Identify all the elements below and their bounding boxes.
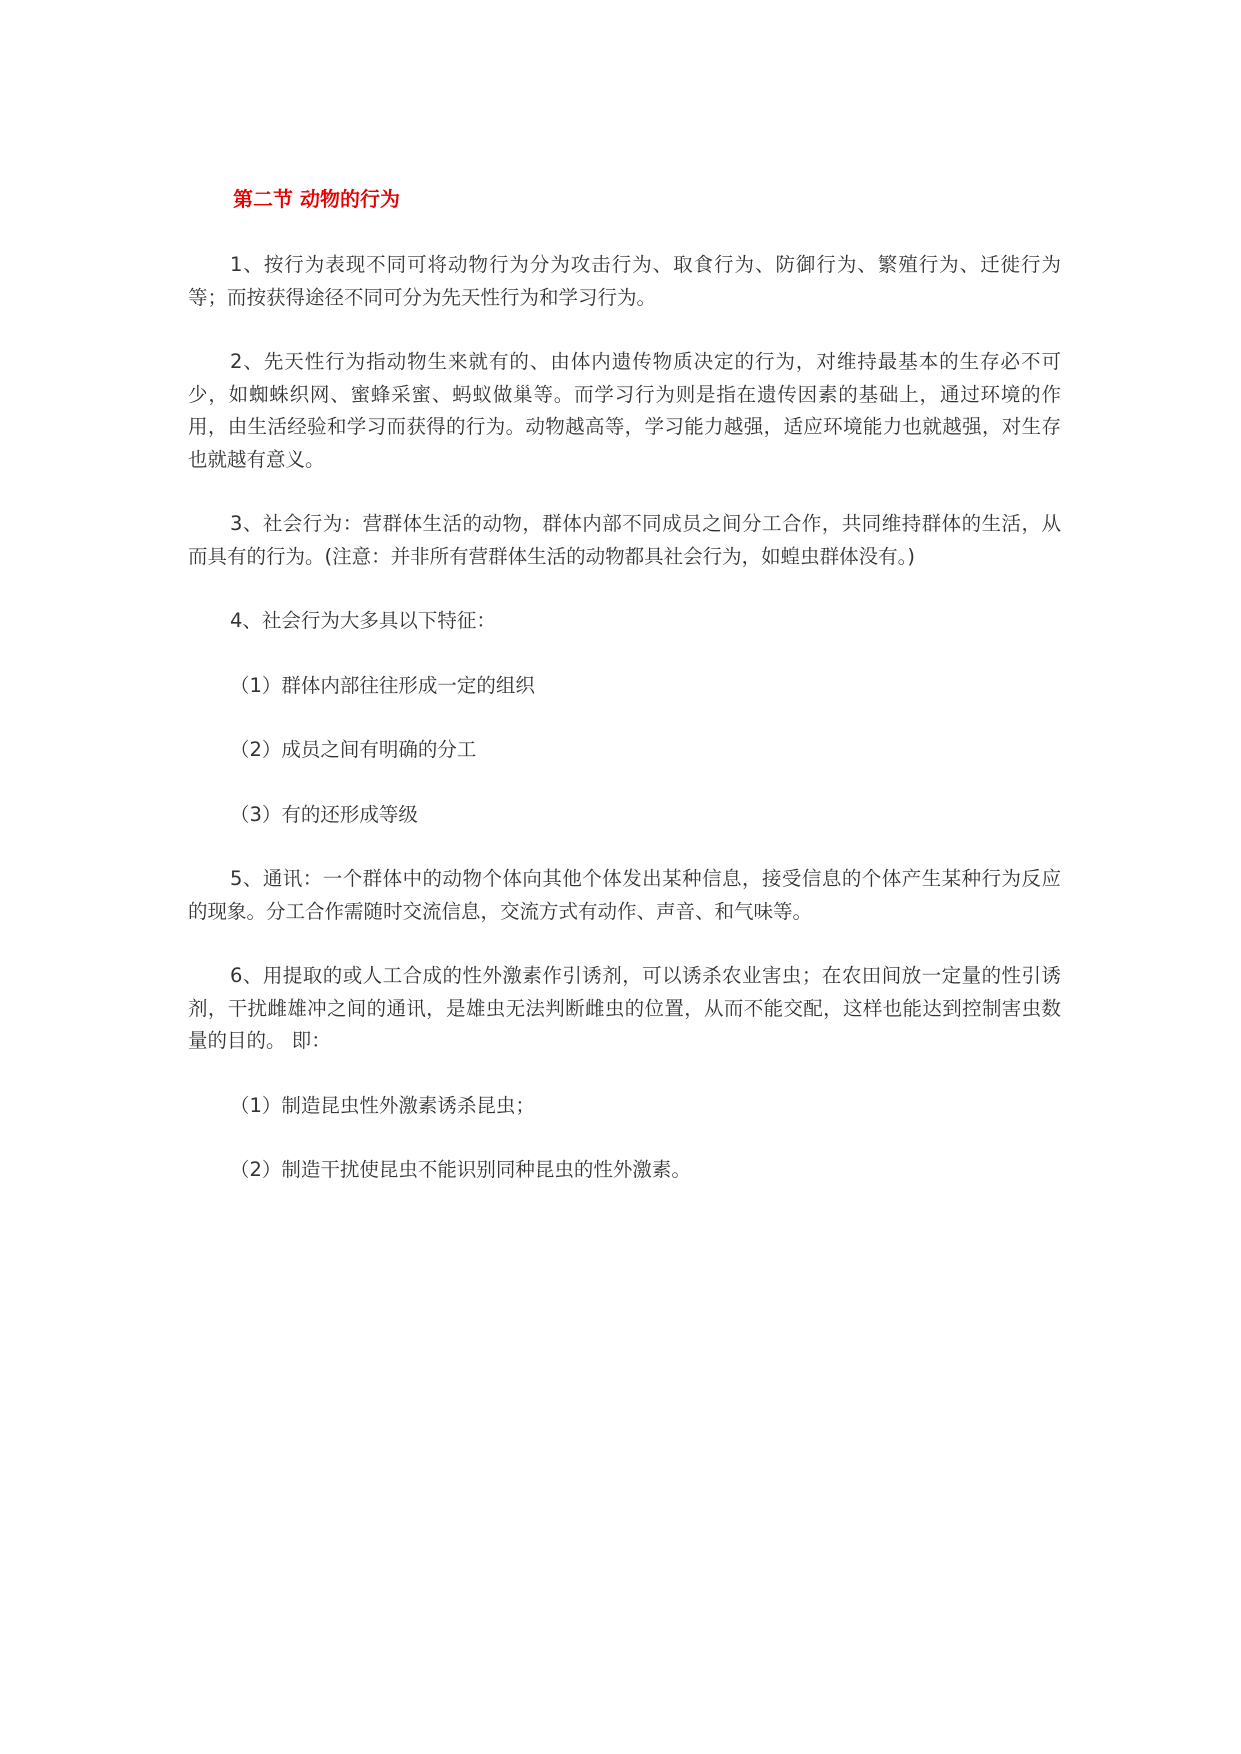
list-item: （1）制造昆虫性外激素诱杀昆虫； <box>230 1093 535 1117</box>
list-item: （3）有的还形成等级 <box>230 802 418 826</box>
document-page <box>188 183 1061 1219</box>
list-item: （1）群体内部往往形成一定的组织 <box>230 673 535 697</box>
list-item: （2）制造干扰使昆虫不能识别同种昆虫的性外激素。 <box>230 1158 691 1181</box>
section-title: 第二节 动物的行为 <box>233 187 400 211</box>
paragraph-2: 2、先天性行为指动物生来就有的、由体内遗传物质决定的行为，对维持最基本的生存必不可少，如蜘蛛织网、蜜蜂采蜜、蚂蚁做巢等。而学习行为则是指在遗传因素的基础上，通过环境的作用，由生活经验和学习而获得的行为。动物越高等，学习能力越强，适应环境能力也就越强，对生存也就越有意义。 <box>188 350 1061 471</box>
list-item: （2）成员之间有明确的分工 <box>230 738 477 761</box>
paragraph-3: 3、社会行为：营群体生活的动物，群体内部不同成员之间分工合作，共同维持群体的生活，从而具有的行为。(注意：并非所有营群体生活的动物都具社会行为，如蝗虫群体没有。) <box>188 512 1061 568</box>
paragraph-1: 1、按行为表现不同可将动物行为分为攻击行为、取食行为、防御行为、繁殖行为、迁徙行为等；而按获得途径不同可分为先天性行为和学习行为。 <box>188 253 1061 309</box>
paragraph-5: 5、通讯：一个群体中的动物个体向其他个体发出某种信息，接受信息的个体产生某种行为反应的现象。分工合作需随时交流信息，交流方式有动作、声音、和气味等。 <box>188 867 1061 923</box>
paragraph-6: 6、用提取的或人工合成的性外激素作引诱剂，可以诱杀农业害虫；在农田间放一定量的性引诱剂，干扰雌雄冲之间的通讯，是雄虫无法判断雌虫的位置，从而不能交配，这样也能达到控制害虫数量的目的。 即： <box>188 964 1061 1052</box>
paragraph-4: 4、社会行为大多具以下特征： <box>230 609 496 632</box>
